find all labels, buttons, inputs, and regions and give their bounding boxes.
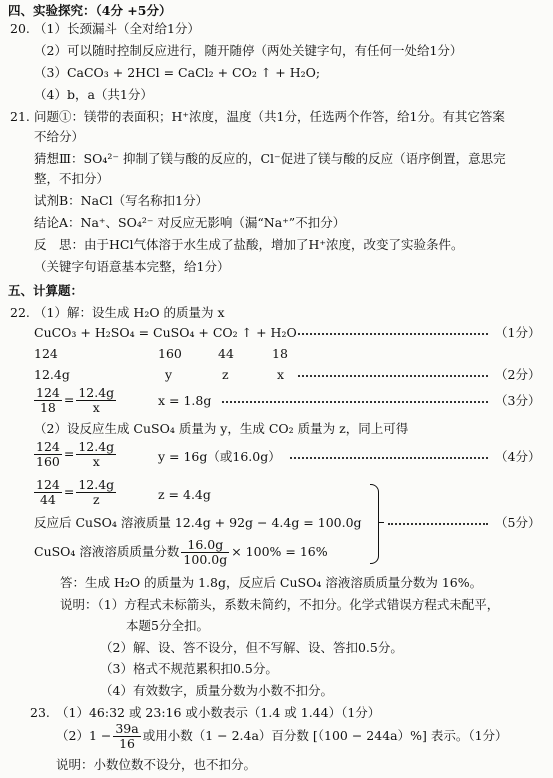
note-3: （3）格式不规范累积扣0.5分。 <box>100 661 278 676</box>
frac2r-den: x <box>92 454 100 469</box>
q21-line-1b: 不给分） <box>34 129 85 144</box>
q21-line-2: 猜想Ⅲ：SO₄²⁻ 抑制了镁与酸的反应的，Cl⁻促进了镁与酸的反应（语序倒置，意思完 <box>34 151 506 166</box>
ratio-eq-2: $\frac{124}{160}$ = $\frac{12.4g}{x}$ <box>36 439 115 469</box>
q21-line-3: 试剂B：NaCl（写名称扣1分） <box>34 193 209 208</box>
dot-leader-4 <box>290 448 488 465</box>
dot-leader-2 <box>298 366 488 383</box>
q20-number: 20. <box>10 21 30 36</box>
solution-mass-line: 反应后 CuSO₄ 溶液质量 12.4g + 92g − 4.4g = 100.0g <box>34 515 362 530</box>
q21-number: 21. <box>10 109 30 124</box>
q21-line-5: 反 思：由于HCl气体溶于水生成了盐酸，增加了H⁺浓度，改变了实验条件。 <box>34 237 464 252</box>
mass-fraction-num: 16.0g <box>181 538 229 553</box>
value-y: y <box>165 367 173 382</box>
ratio-eq-1: $\frac{124}{18}$ = $\frac{12.4g}{x}$ <box>36 385 115 415</box>
frac1r-den: x <box>92 400 100 415</box>
frac3-den: 44 <box>39 492 56 507</box>
mass-fraction-line <box>34 538 328 567</box>
points-2: （2分） <box>495 367 541 382</box>
q23-l2-prefix: （2）1 − <box>56 728 112 743</box>
frac1-num: 124 <box>36 385 60 400</box>
points-4: （4分） <box>495 449 541 464</box>
q20-line-3: （3）CaCO₃ + 2HCl = CaCl₂ + CO₂ ↑ + H₂O; <box>34 65 321 80</box>
frac1-den: 18 <box>39 400 56 415</box>
brace <box>370 484 379 564</box>
note-1: 说明：（1）方程式未标箭头，系数未简约，不扣分。化学式错误方程式未配平， <box>60 597 500 612</box>
value-cuco3: 12.4g <box>34 367 70 382</box>
frac2-num: 124 <box>36 439 60 454</box>
mass-fraction-label: CuSO₄ 溶液溶质质量分数 <box>34 544 180 559</box>
q23-frac-num: 39a <box>115 721 139 736</box>
dot-leader-5 <box>388 514 488 531</box>
molar-mass-co2: 44 <box>218 346 234 361</box>
points-1: （1分） <box>495 325 541 340</box>
q22-line-4: （2）设反应生成 CuSO₄ 质量为 y，生成 CO₂ 质量为 z，同上可得 <box>34 421 409 436</box>
frac2-den: 160 <box>36 454 60 469</box>
frac2r-num: 12.4g <box>78 439 115 454</box>
q23-line-2 <box>56 722 508 751</box>
q22-answer: 答：生成 H₂O 的质量为 1.8g，反应后 CuSO₄ 溶液溶质质量分数为 16%。 <box>60 575 483 590</box>
result-y: y = 16g（或16.0g） <box>158 449 281 464</box>
q21-line-2b: 整，不扣分） <box>34 171 110 186</box>
section-5-heading: 五、计算题： <box>8 283 84 298</box>
q23-l2-suffix: 或用小数（1 − 2.4a）百分数 [（100 − 244a）%] 表示。（1分） <box>142 728 508 743</box>
q21-line-4: 结论A：Na⁺、SO₄²⁻ 对反应无影响（漏“Na⁺”不扣分） <box>34 215 346 230</box>
ratio-eq-3: $\frac{124}{44}$ = $\frac{12.4g}{z}$ <box>36 477 115 507</box>
frac3r-num: 12.4g <box>78 477 115 492</box>
value-z: z <box>222 367 229 382</box>
points-5: （5分） <box>495 515 541 530</box>
mass-fraction-den: 100.0g <box>183 552 228 567</box>
value-x: x <box>277 367 285 382</box>
q20-line-2: （2）可以随时控制反应进行，随开随停（两处关键字句，有任何一处给1分） <box>34 43 463 58</box>
q23-note: 说明：小数位数不设分，也不扣分。 <box>56 757 257 772</box>
note-1b: 本题5分全扣。 <box>126 618 209 633</box>
frac1r-num: 12.4g <box>78 385 115 400</box>
dot-leader-3 <box>222 392 488 409</box>
mass-fraction-result: × 100% = 16% <box>231 544 328 559</box>
result-x: x = 1.8g <box>158 393 212 408</box>
q23-number: 23. <box>30 705 50 720</box>
q23-line-1: （1）46:32 或 23:16 或小数表示（1.4 或 1.44）（1分） <box>56 705 381 720</box>
q20-line-4: （4）b，a（共1分） <box>34 87 153 102</box>
q22-equation: CuCO₃ + H₂SO₄ = CuSO₄ + CO₂ ↑ + H₂O <box>34 325 297 340</box>
result-z: z = 4.4g <box>158 487 211 502</box>
frac3r-den: z <box>92 492 100 507</box>
q20-line-1: （1）长颈漏斗（全对给1分） <box>34 21 200 36</box>
q21-line-1: 问题①：镁带的表面积；H⁺浓度，温度（共1分，任选两个作答，给1分。有其它答案 <box>34 109 505 124</box>
points-3: （3分） <box>495 393 541 408</box>
q21-line-6: （关键字句语意基本完整，给1分） <box>34 259 230 274</box>
molar-mass-cuco3: 124 <box>34 346 58 361</box>
note-4: （4）有效数字，质量分数为小数不扣分。 <box>100 683 333 698</box>
molar-mass-cuso4: 160 <box>158 346 182 361</box>
q22-line-1: （1）解：设生成 H₂O 的质量为 x <box>34 305 225 320</box>
frac3-num: 124 <box>36 477 60 492</box>
dot-leader-1 <box>298 324 488 341</box>
brace-tip <box>378 522 384 523</box>
molar-mass-h2o: 18 <box>272 346 288 361</box>
note-2: （2）解、设、答不设分，但不写解、设、答扣0.5分。 <box>100 640 403 655</box>
q23-frac-den: 16 <box>119 736 135 751</box>
q22-number: 22. <box>10 305 30 320</box>
section-4-heading: 四、实验探究：（4分 +5分） <box>8 3 172 18</box>
